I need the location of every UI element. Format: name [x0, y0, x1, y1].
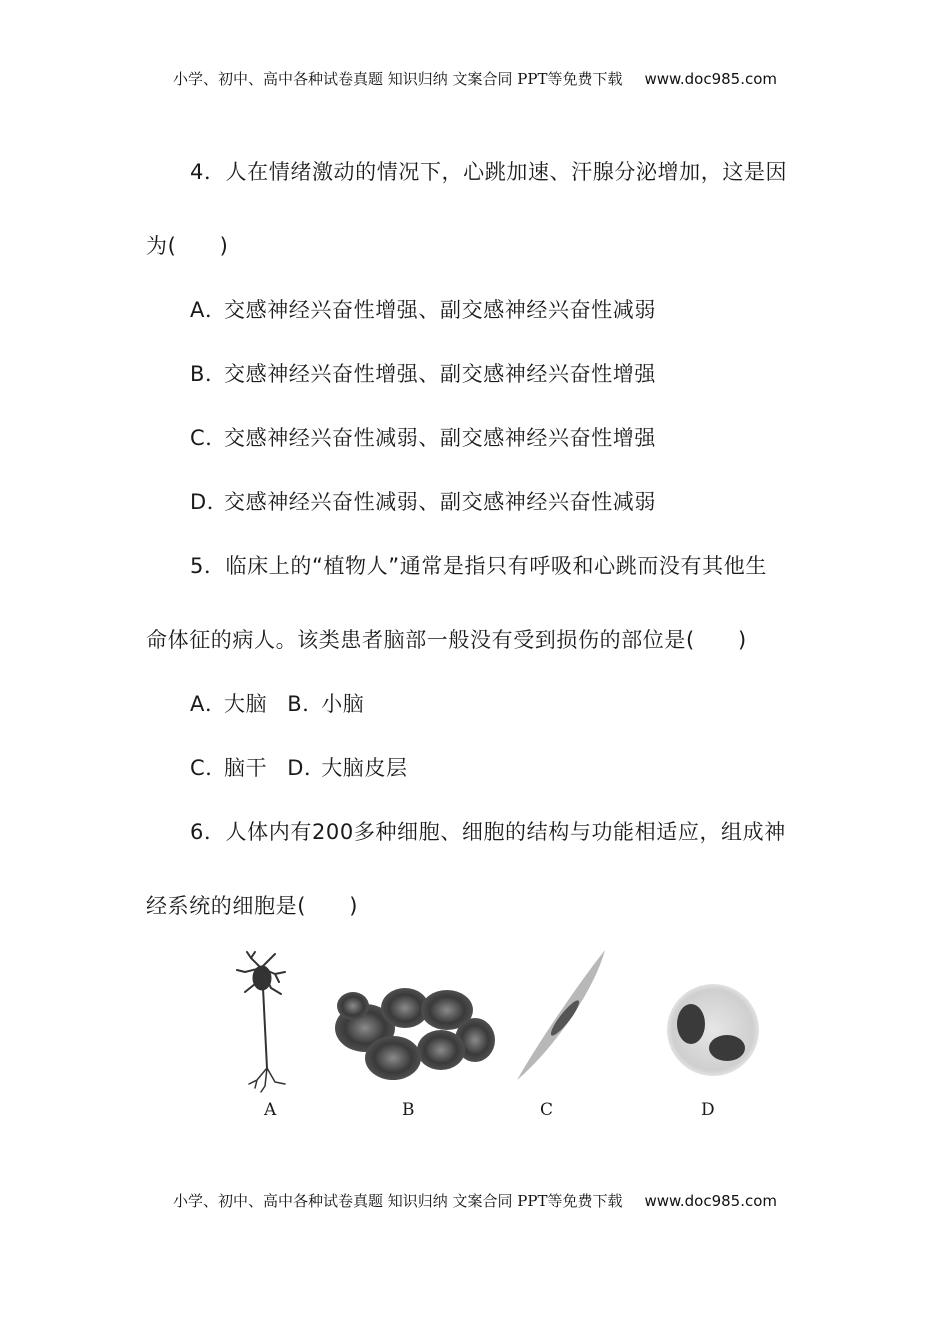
option-label: A．	[190, 298, 227, 322]
option-text: 交感神经兴奋性增强、副交感神经兴奋性增强	[224, 362, 656, 386]
question-5-line-2: 命体征的病人。该类患者脑部一般没有受到损伤的部位是( )	[146, 628, 747, 652]
question-5-options-ab	[190, 688, 364, 718]
question-4-option-d	[190, 486, 656, 516]
question-4-option-c	[190, 422, 656, 452]
page-header	[0, 68, 950, 89]
muscle-cell-image	[517, 950, 605, 1080]
question-5-line-1: 5．临床上的“植物人”通常是指只有呼吸和心跳而没有其他生	[190, 554, 767, 578]
option-label: D．	[190, 490, 229, 514]
footer-url[interactable]: www.doc985.com	[644, 1192, 778, 1210]
option-label: C．	[190, 426, 227, 450]
question-4-line-1: 4．人在情绪激动的情况下，心跳加速、汗腺分泌增加，这是因	[190, 160, 788, 184]
cell-figure	[225, 948, 765, 1130]
option-text: 小脑	[321, 692, 365, 716]
figure-label-b: B	[402, 1100, 415, 1120]
figure-label-c: C	[540, 1100, 554, 1120]
option-label: A．	[190, 692, 227, 716]
option-text: 脑干	[224, 756, 268, 780]
option-text: 交感神经兴奋性增强、副交感神经兴奋性减弱	[224, 298, 656, 322]
red-blood-cells-image	[335, 988, 495, 1080]
option-label: B．	[190, 362, 227, 386]
question-6-line-2: 经系统的细胞是( )	[146, 894, 358, 918]
option-label: C．	[190, 756, 227, 780]
footer-text: 小学、初中、高中各种试卷真题 知识归纳 文案合同 PPT等免费下载	[172, 1192, 623, 1210]
header-text: 小学、初中、高中各种试卷真题 知识归纳 文案合同 PPT等免费下载	[172, 70, 623, 88]
question-5-options-cd	[190, 752, 408, 782]
header-url[interactable]: www.doc985.com	[644, 70, 778, 88]
question-4-line-2: 为( )	[146, 234, 229, 258]
question-6-line-1: 6．人体内有200多种细胞、细胞的结构与功能相适应，组成神	[190, 820, 786, 844]
figure-label-d: D	[701, 1100, 715, 1120]
question-4-option-a	[190, 294, 656, 324]
option-text: 交感神经兴奋性减弱、副交感神经兴奋性增强	[224, 426, 656, 450]
option-text: 大脑皮层	[321, 756, 408, 780]
figure-label-a: A	[264, 1100, 277, 1120]
page-footer	[0, 1190, 950, 1211]
option-text: 交感神经兴奋性减弱、副交感神经兴奋性减弱	[224, 490, 656, 514]
white-blood-cell-image	[667, 984, 759, 1076]
option-label: D．	[287, 756, 326, 780]
option-label: B．	[287, 692, 324, 716]
question-4-option-b	[190, 358, 656, 388]
option-text: 大脑	[224, 692, 268, 716]
neuron-cell-image	[237, 952, 285, 1092]
